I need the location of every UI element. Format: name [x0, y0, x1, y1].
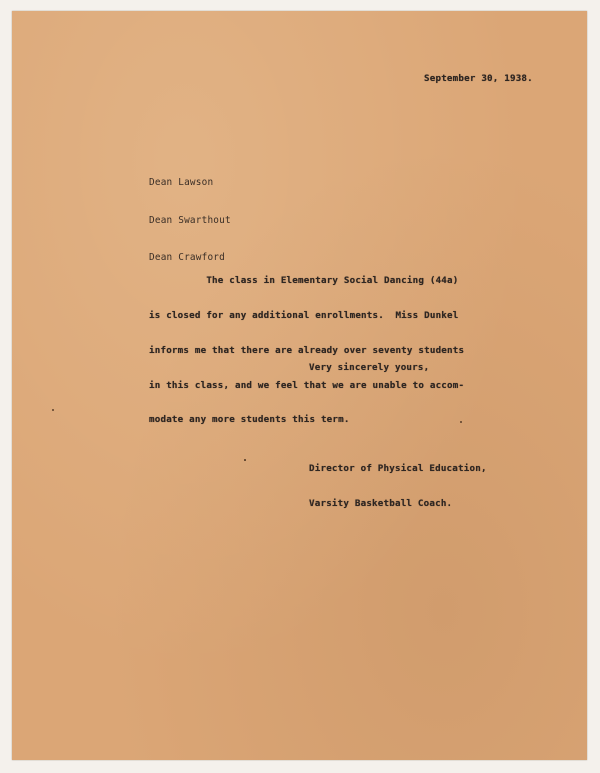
- signature-block: [309, 440, 487, 533]
- letter-date: September 30, 1938.: [424, 73, 533, 84]
- recipient-line: Dean Swarthout: [149, 214, 231, 226]
- letter-body: [149, 252, 464, 449]
- body-line: informs me that there are already over seventy students: [149, 344, 465, 356]
- letter-page: [12, 11, 587, 760]
- body-line: in this class, and we feel that we are unable to accom-: [149, 379, 465, 391]
- paper-speck: [52, 409, 54, 411]
- signature-line: Director of Physical Education,: [309, 463, 487, 475]
- body-line: The class in Elementary Social Dancing (44a): [149, 275, 459, 287]
- signature-line: Varsity Basketball Coach.: [309, 497, 453, 509]
- letter-closing: Very sincerely yours,: [309, 362, 430, 373]
- paper-speck: [460, 421, 462, 423]
- recipient-line: Dean Crawford: [149, 252, 225, 263]
- body-line: modate any more students this term.: [149, 414, 350, 426]
- paper-speck: [244, 459, 246, 461]
- body-line: is closed for any additional enrollments. Miss Dunkel: [149, 309, 459, 321]
- recipient-line: Dean Lawson: [149, 177, 214, 188]
